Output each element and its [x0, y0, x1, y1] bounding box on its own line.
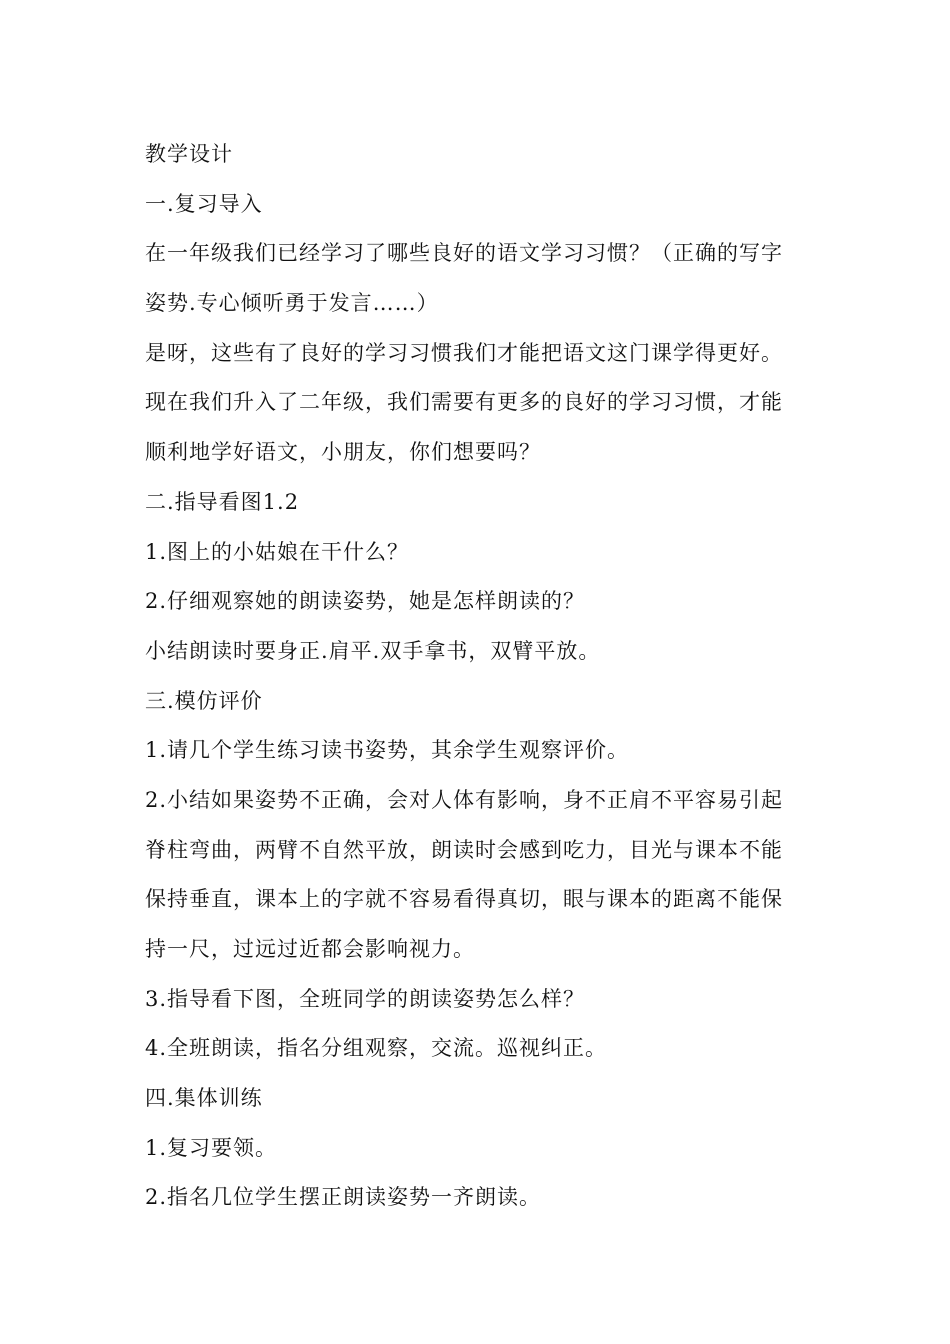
- paragraph-line: 保持垂直，课本上的字就不容易看得真切，眼与课本的距离不能保: [145, 887, 783, 912]
- paragraph-line: 小结朗读时要身正.肩平.双手拿书，双臂平放。: [145, 638, 601, 663]
- section-heading-2: 二.指导看图1.2: [145, 489, 300, 514]
- paragraph-line: 持一尺，过远过近都会影响视力。: [145, 937, 475, 961]
- paragraph-line: 现在我们升入了二年级，我们需要有更多的良好的学习习惯，才能: [145, 390, 783, 415]
- document-body: [145, 130, 800, 1223]
- list-item: 1.请几个学生练习读书姿势，其余学生观察评价。: [145, 738, 630, 763]
- paragraph-line: 脊柱弯曲，两臂不自然平放，朗读时会感到吃力，目光与课本不能: [145, 837, 783, 862]
- list-item: 1.图上的小姑娘在干什么？: [145, 539, 410, 564]
- list-item: 3.指导看下图，全班同学的朗读姿势怎么样？: [145, 986, 586, 1011]
- list-item: 4.全班朗读，指名分组观察，交流。巡视纠正。: [145, 1036, 608, 1061]
- section-heading-4: 四.集体训练: [145, 1086, 263, 1111]
- paragraph-line: 在一年级我们已经学习了哪些良好的语文学习习惯？（正确的写字: [145, 241, 783, 266]
- list-item: 1.复习要领。: [145, 1135, 278, 1160]
- paragraph-line: 姿势.专心倾听勇于发言……）: [145, 291, 439, 316]
- section-heading-3: 三.模仿评价: [145, 688, 263, 713]
- section-heading-1: 一.复习导入: [145, 191, 263, 216]
- paragraph-line: 是呀，这些有了良好的学习习惯我们才能把语文这门课学得更好。: [145, 340, 783, 365]
- paragraph-line: 顺利地学好语文，小朋友，你们想要吗？: [145, 440, 541, 465]
- list-item: 2.仔细观察她的朗读姿势，她是怎样朗读的？: [145, 589, 586, 614]
- list-item: 2.小结如果姿势不正确，会对人体有影响，身不正肩不平容易引起: [145, 787, 784, 812]
- doc-title: 教学设计: [145, 142, 233, 166]
- list-item: 2.指名几位学生摆正朗读姿势一齐朗读。: [145, 1185, 542, 1210]
